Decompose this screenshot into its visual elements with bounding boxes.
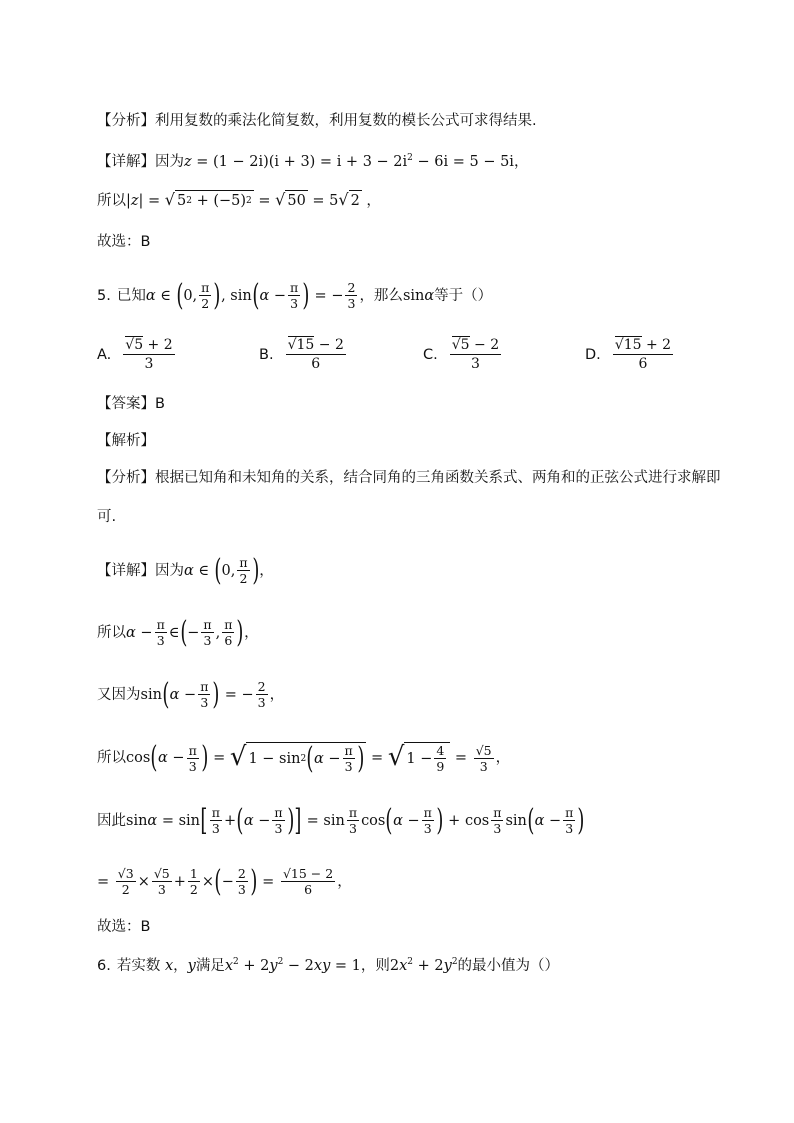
q4-detail — [97, 152, 528, 172]
q5-analysis-line2: 可. — [97, 509, 117, 525]
q5-stem: 5. 已知 α ∈ ( 0, $\frac{\pi}{2}$ ) , sin ( α − $\frac{\pi}{3}$ ) = − $\frac{2}{3}$ ，那么 sin α 等于（） — [97, 277, 493, 313]
q5-detail-step3: 又因为 sin ( α − $\frac{\pi}{3}$ ) = − $\frac{2}{3}$ ， — [97, 676, 285, 712]
option-c[interactable]: C. $\frac{√5 - 2}{3}$ — [423, 337, 500, 372]
option-a[interactable]: A. $\frac{√5 + 2}{3}$ — [97, 337, 173, 372]
q5-analysis-line1: 【分析】根据已知角和未知角的关系，结合同角的三角函数关系式、两角和的正弦公式进行求解即 — [97, 470, 721, 486]
option-d[interactable]: D. $\frac{√15 + 2}{6}$ — [585, 337, 672, 372]
q4-analysis: 【分析】利用复数的乘法化简复数，利用复数的模长公式可求得结果. — [97, 113, 537, 129]
q4-detail-label: 【详解】因为 — [97, 154, 184, 170]
q5-detail-step2: 所以 α − $\frac{\pi}{3}$ ∈ ( − $\frac{\pi}{3}$ , $\frac{\pi}{6}$ ) ， — [97, 614, 259, 650]
q5-number: 5. — [97, 287, 111, 304]
q4-detail-expr: $z = (1 - 2i)(i + 3) = i + 3 - 2i^2 - 6i = 5 - 5i$， — [184, 153, 529, 170]
q5-detail-step6: = $\frac{√3}{2}$ × $\frac{√5}{3}$ + $\frac{1}{2}$ × ( − $\frac{2}{3}$ ) = $\frac{√15 - 2}{6}$ ， — [97, 863, 352, 899]
option-b[interactable]: B. $\frac{√15 - 2}{6}$ — [259, 337, 344, 372]
q5-answer: 故选：B — [97, 919, 151, 935]
q6-number: 6. — [97, 958, 111, 974]
q5-detail-step4: 所以 cos ( α − $\frac{\pi}{3}$ ) = √ 1 − sin 2 ( α − $\frac{\pi}{3}$ ) = √ 1 − $\frac{4}{9}$ = $\frac{√5}{3}$ ， — [97, 740, 511, 776]
sqrt-expression: √ 5 2 + (−5) 2 — [164, 190, 252, 209]
q5-known: 已知 — [116, 287, 146, 304]
q5-detail-step1: 【详解】因为 α ∈ ( 0, $\frac{\pi}{2}$ ) ， — [97, 552, 274, 588]
q4-so-label: 所以 — [97, 192, 126, 209]
q4-answer: 故选：B — [97, 234, 151, 250]
q5-answer-tag: 【答案】B — [97, 396, 165, 412]
q5-solution-tag: 【解析】 — [97, 433, 155, 449]
q6-stem: 6. 若实数 x ， y 满足 $x^2 + 2y^2 - 2xy = 1$ ，则 $2x^2 + 2y^2$ 的最小值为（） — [97, 957, 560, 974]
q5-detail-step5: 因此 sin α = sin [ $\frac{\pi}{3}$ + ( α − $\frac{\pi}{3}$ ) ] = sin $\frac{\pi}{3}$ cos ( α − $\frac{\pi}{3}$ ) + cos $\frac{\pi}{3}$ sin ( α − $\frac{\pi}{3}$ ) — [97, 802, 585, 838]
q4-modulus: 所以 |z| = √ 5 2 + (−5) 2 = √ 50 = 5 √ 2 ， — [97, 190, 381, 209]
